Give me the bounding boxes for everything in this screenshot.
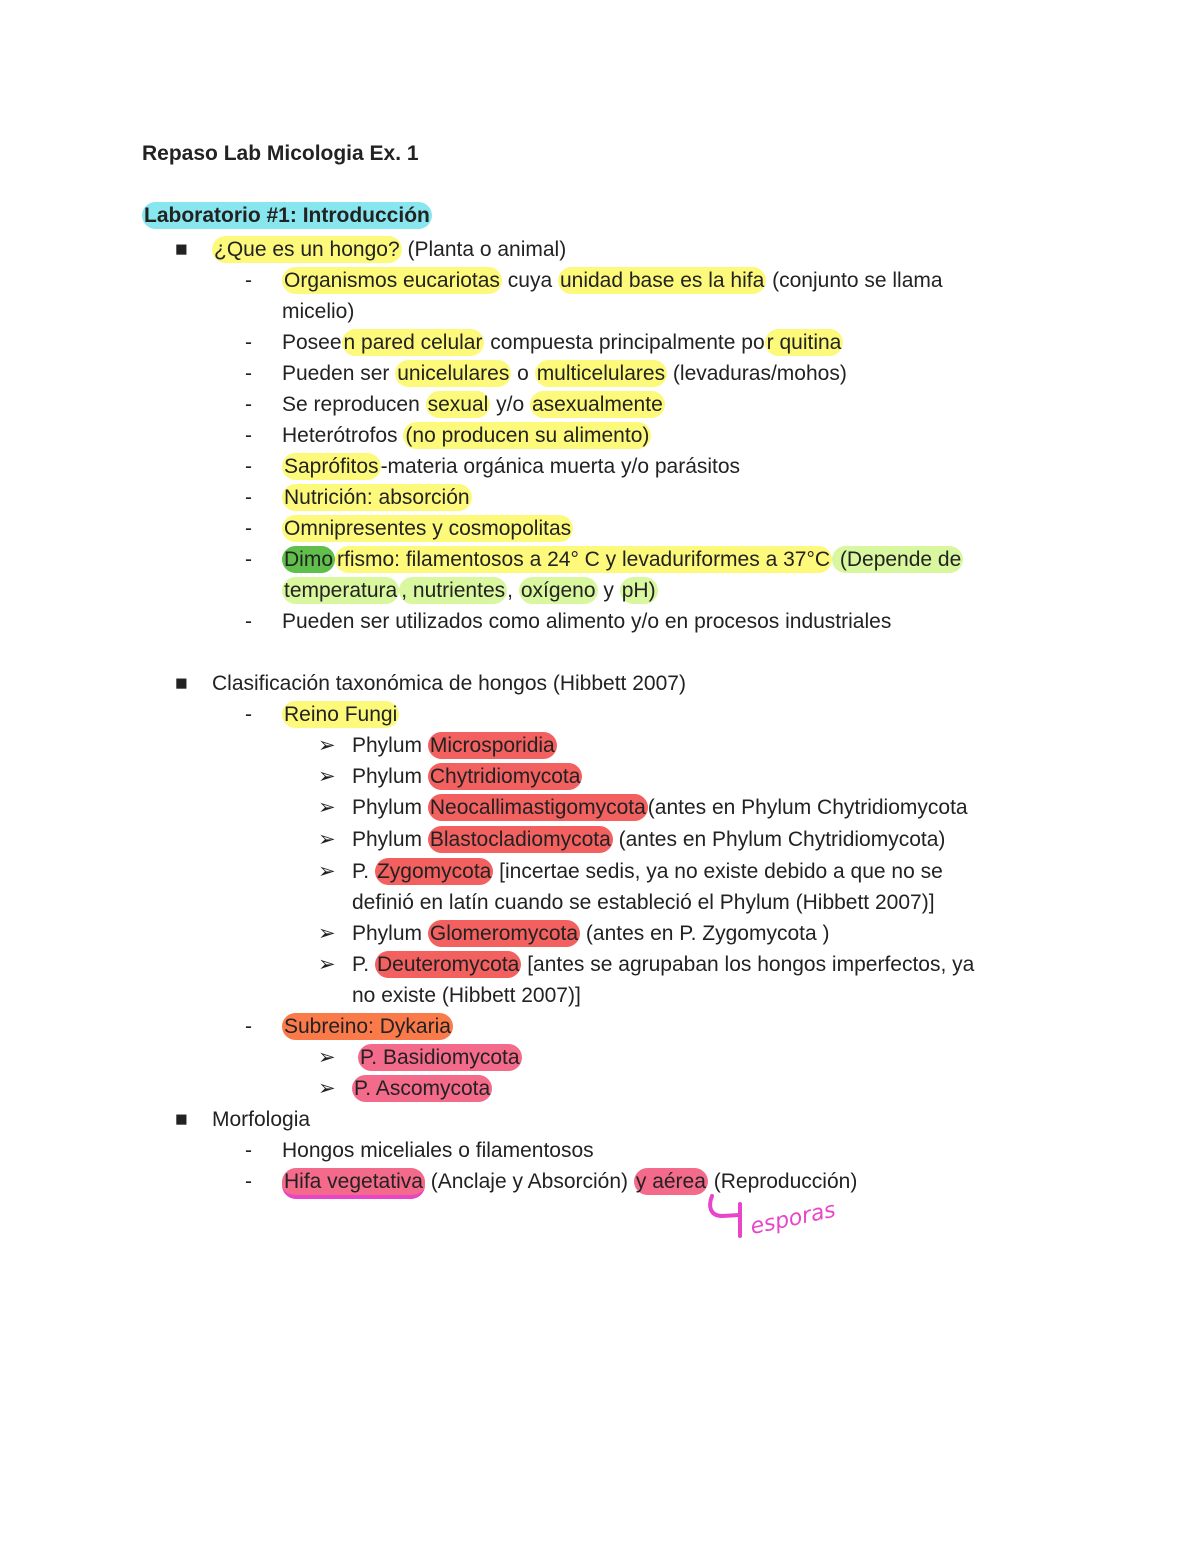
item-unicelulares: Pueden ser unicelulares o multicelulares (levaduras/mohos)	[282, 362, 847, 385]
dash-marker: -	[245, 548, 252, 571]
phylum-ascomycota: P. Ascomycota	[354, 1077, 491, 1100]
handwritten-note-text: esporas	[748, 1197, 838, 1240]
item-heterotrofos: Heterótrofos (no producen su alimento)	[282, 424, 650, 447]
arrow-marker: ➢	[318, 796, 336, 819]
arrow-marker: ➢	[318, 922, 336, 945]
item-saprofitos: Saprófitos-materia orgánica muerta y/o parásitos	[284, 455, 741, 478]
question-morfologia: Morfologia	[212, 1108, 311, 1131]
arrow-marker: ➢	[318, 828, 336, 851]
dash-marker: -	[245, 1015, 252, 1038]
phylum-deuteromycota: P. Deuteromycota [antes se agrupaban los hongos imperfectos, ya	[352, 953, 975, 976]
item-nutricion: Nutrición: absorción	[284, 486, 470, 509]
phylum-zygomycota: P. Zygomycota [incertae sedis, ya no existe debido a que no se	[352, 860, 943, 883]
dash-marker: -	[245, 455, 252, 478]
document-title: Repaso Lab Micologia Ex. 1	[142, 142, 419, 165]
phylum-glomeromycota: Phylum Glomeromycota (antes en P. Zygomycota )	[352, 922, 830, 945]
item-utilizados: Pueden ser utilizados como alimento y/o en procesos industriales	[282, 610, 892, 633]
item-dimorfismo-cont: temperatura , nutrientes, oxígeno y pH)	[284, 579, 656, 602]
phylum-microsporidia: Phylum Microsporidia	[352, 734, 555, 757]
phylum-blastocladiomycota: Phylum Blastocladiomycota (antes en Phylum Chytridiomycota)	[352, 828, 946, 851]
question-clasificacion: Clasificación taxonómica de hongos (Hibbett 2007)	[212, 672, 686, 695]
dash-marker: -	[245, 610, 252, 633]
dash-marker: -	[245, 703, 252, 726]
dash-marker: -	[245, 1139, 252, 1162]
dash-marker: -	[245, 424, 252, 447]
item-organismos: Organismos eucariotas cuya unidad base es la hifa (conjunto se llama	[284, 269, 943, 292]
item-hifa: Hifa vegetativa (Anclaje y Absorción) y aérea (Reproducción)	[282, 1166, 857, 1197]
bullet-marker: ■	[175, 1108, 188, 1131]
phylum-neocallimastigomycota: Phylum Neocallimastigomycota(antes en Phylum Chytridiomycota	[352, 796, 968, 819]
arrow-marker: ➢	[318, 1046, 336, 1069]
arrow-marker: ➢	[318, 734, 336, 757]
dash-marker: -	[245, 1170, 252, 1193]
question-que-es-un-hongo: ¿Que es un hongo? (Planta o animal)	[214, 238, 567, 261]
dash-marker: -	[245, 486, 252, 509]
handwritten-note	[700, 1190, 850, 1240]
arrow-marker: ➢	[318, 765, 336, 788]
subreino-dykaria: Subreino: Dykaria	[284, 1015, 451, 1038]
item-dimorfismo: Dimo rfismo: filamentosos a 24° C y levaduriformes a 37°C (Depende de	[284, 548, 962, 571]
dash-marker: -	[245, 362, 252, 385]
phylum-chytridiomycota: Phylum Chytridiomycota	[352, 765, 581, 788]
dash-marker: -	[245, 331, 252, 354]
phylum-basidiomycota: P. Basidiomycota	[360, 1046, 520, 1069]
item-omnipresentes: Omnipresentes y cosmopolitas	[284, 517, 572, 540]
phylum-zygomycota-cont: definió en latín cuando se estableció el Phylum (Hibbett 2007)]	[352, 891, 935, 914]
item-hongos-miceliales: Hongos miceliales o filamentosos	[282, 1139, 594, 1162]
section-heading: Laboratorio #1: Introducción	[144, 204, 430, 227]
arrow-marker: ➢	[318, 1077, 336, 1100]
reino-fungi: Reino Fungi	[284, 703, 398, 726]
item-organismos-cont: micelio)	[282, 300, 355, 323]
phylum-deuteromycota-cont: no existe (Hibbett 2007)]	[352, 984, 581, 1007]
arrow-marker: ➢	[318, 953, 336, 976]
dash-marker: -	[245, 517, 252, 540]
item-pared-celular: Poseen pared celular compuesta principalmente por quitina	[282, 331, 842, 354]
bullet-marker: ■	[175, 672, 188, 695]
item-reproduccion: Se reproducen sexual y/o asexualmente	[282, 393, 663, 416]
dash-marker: -	[245, 269, 252, 292]
arrow-marker: ➢	[318, 860, 336, 883]
bullet-marker: ■	[175, 238, 188, 261]
dash-marker: -	[245, 393, 252, 416]
